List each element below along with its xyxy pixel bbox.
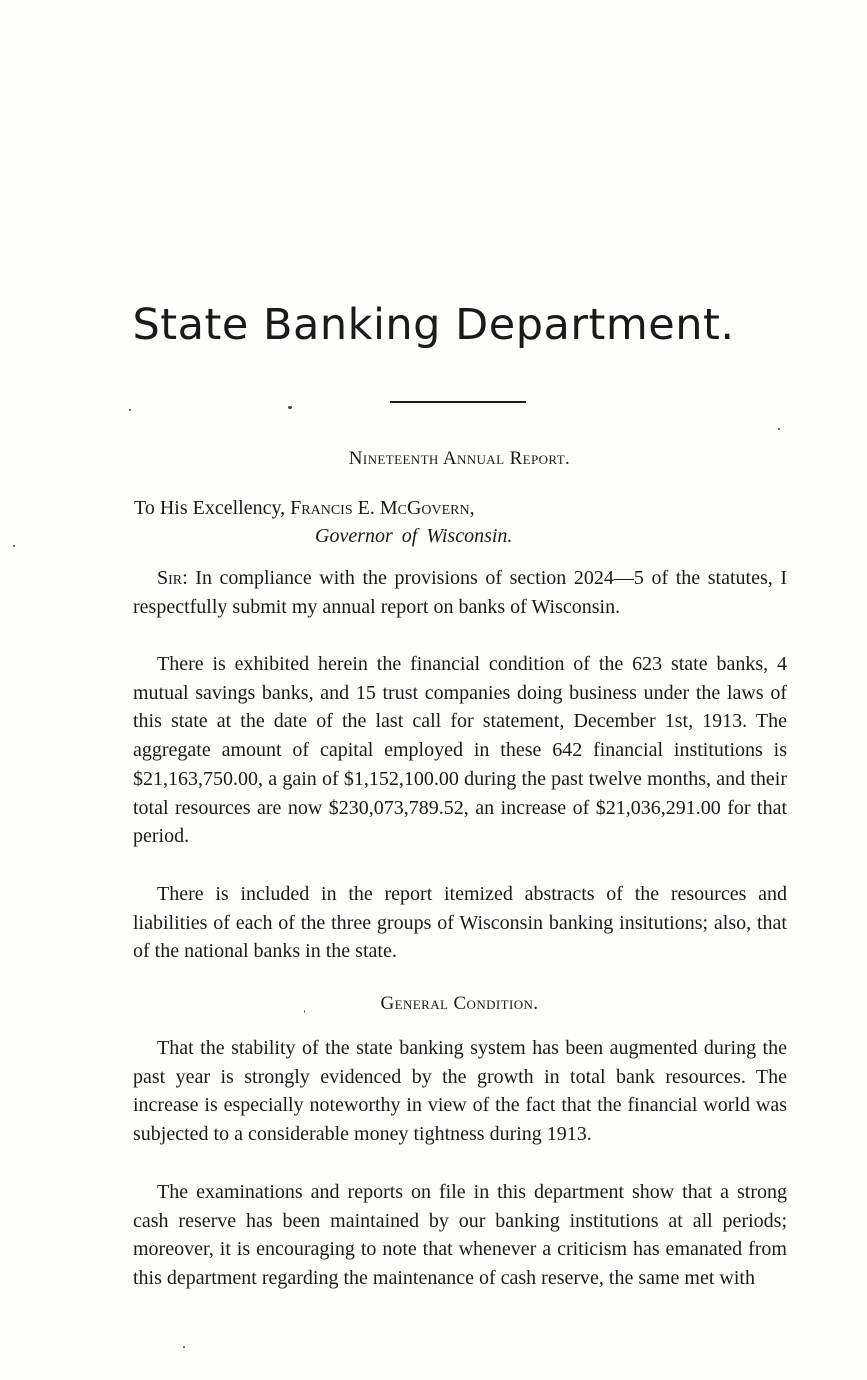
paragraph-text: The examinations and reports on file in this department show that a strong cash reserve has been maintained by our banking institutions at all periods; moreover, it is encouraging to note that whenever a criticism has emanated from this department regarding the maintenance of cash reserve, the same met with — [133, 1181, 787, 1290]
salutation: Sir: — [157, 567, 188, 589]
page-title: State Banking Department. — [132, 300, 735, 350]
paragraph-cash-reserve — [133, 1178, 787, 1293]
scan-speck — [129, 409, 131, 411]
addressee-prefix: To His Excellency, — [134, 497, 291, 519]
paragraph-text: In compliance with the provisions of section 2024—5 of the statutes, I respectfully submit my annual report on banks of Wisconsin. — [133, 567, 787, 618]
report-heading: Nineteenth Annual Report. — [348, 448, 571, 469]
paragraph-text: That the stability of the state banking system has been augmented during the past year is strongly evidenced by the growth in total bank resources. The increase is especially noteworthy in view of the fact that the financial world was subjected to a considerable money tightness during 1913. — [133, 1037, 787, 1146]
addressee-line — [134, 494, 475, 522]
scan-speck — [304, 1010, 305, 1013]
section-heading: General Condition. — [380, 993, 539, 1014]
scan-speck — [183, 1346, 185, 1348]
paragraph-salutation — [133, 564, 787, 621]
addressee-position: Governor of Wisconsin. — [315, 525, 513, 547]
paragraph-text: There is included in the report itemized abstracts of the resources and liabilities of each of the three groups of Wisconsin banking insitutions; also, that of the national banks in the state. — [133, 883, 787, 963]
paragraph-abstracts — [133, 880, 787, 966]
title-divider — [390, 401, 526, 403]
scan-speck — [778, 428, 780, 430]
paragraph-text: There is exhibited herein the financial condition of the 623 state banks, 4 mutual savings banks, and 15 trust companies doing business under the laws of this state at the date of the last call for statement, December 1st, 1913. The aggregate amount of capital employed in these 642 financial institutions is $21,163,750.00, a gain of $1,152,100.00 during the past twelve months, and their total resources are now $230,073,789.52, an increase of $21,036,291.00 for that period. — [133, 653, 787, 848]
paragraph-stability — [133, 1034, 787, 1149]
scan-speck — [288, 406, 292, 409]
scan-speck — [13, 545, 15, 547]
paragraph-financial-condition — [133, 650, 787, 851]
addressee-name: Francis E. McGovern, — [290, 497, 475, 519]
